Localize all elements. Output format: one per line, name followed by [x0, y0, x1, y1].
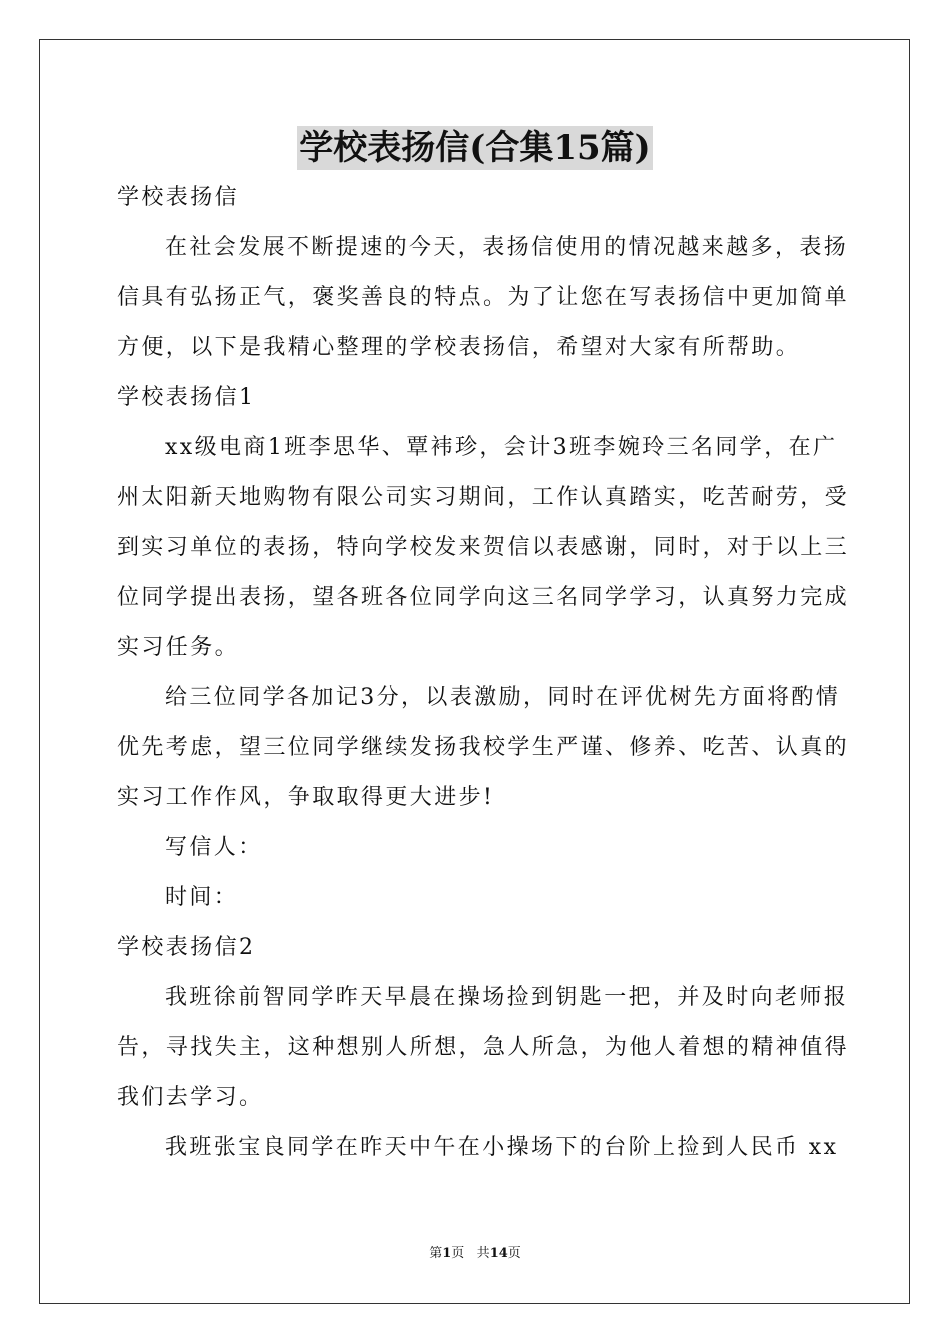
paragraph-line: 实习工作作风，争取取得更大进步!: [117, 785, 495, 810]
paragraph-line: 我们去学习。: [117, 1085, 264, 1110]
page-number: 1: [442, 1246, 452, 1261]
paragraph-line: 时间：: [165, 885, 239, 910]
page-prefix: 第: [429, 1246, 443, 1261]
paragraph-line: 实习任务。: [117, 635, 240, 660]
title-container: [0, 126, 950, 170]
paragraph-line: 州太阳新天地购物有限公司实习期间，工作认真踏实，吃苦耐劳，受: [117, 485, 850, 510]
document-body: [117, 173, 850, 1173]
paragraph-line: 学校表扬信: [117, 185, 240, 210]
document-title: 学校表扬信(合集15篇): [299, 128, 651, 168]
paragraph-line: 学校表扬信1: [117, 385, 256, 410]
paragraph-line: 到实习单位的表扬，特向学校发来贺信以表感谢，同时，对于以上三: [117, 535, 850, 560]
paragraph-line: 写信人：: [165, 835, 263, 860]
page-suffix: 页: [451, 1246, 465, 1261]
page-footer: [0, 1245, 950, 1263]
paragraph-line: 学校表扬信2: [117, 935, 256, 960]
paragraph-line: 我班徐前智同学昨天早晨在操场捡到钥匙一把，并及时向老师报: [165, 985, 849, 1010]
paragraph-line: 在社会发展不断提速的今天，表扬信使用的情况越来越多，表扬: [165, 235, 849, 260]
total-suffix: 页: [507, 1246, 521, 1261]
paragraph-line: 位同学提出表扬，望各班各位同学向这三名同学学习，认真努力完成: [117, 585, 850, 610]
paragraph-line: 优先考虑，望三位同学继续发扬我校学生严谨、修养、吃苦、认真的: [117, 735, 850, 760]
paragraph-line: 给三位同学各加记3分，以表激励，同时在评优树先方面将酌情: [165, 685, 841, 710]
total-pages: 14: [489, 1246, 508, 1261]
paragraph-line: 信具有弘扬正气，褒奖善良的特点。为了让您在写表扬信中更加简单: [117, 285, 850, 310]
paragraph-line: 我班张宝良同学在昨天中午在小操场下的台阶上捡到人民币 xx: [165, 1135, 839, 1160]
total-prefix: 共: [476, 1246, 490, 1261]
paragraph-line: 方便，以下是我精心整理的学校表扬信，希望对大家有所帮助。: [117, 335, 801, 360]
paragraph-line: xx级电商1班李思华、覃袆珍，会计3班李婉玲三名同学，在广: [165, 435, 838, 460]
paragraph-line: 告，寻找失主，这种想别人所想，急人所急，为他人着想的精神值得: [117, 1035, 850, 1060]
